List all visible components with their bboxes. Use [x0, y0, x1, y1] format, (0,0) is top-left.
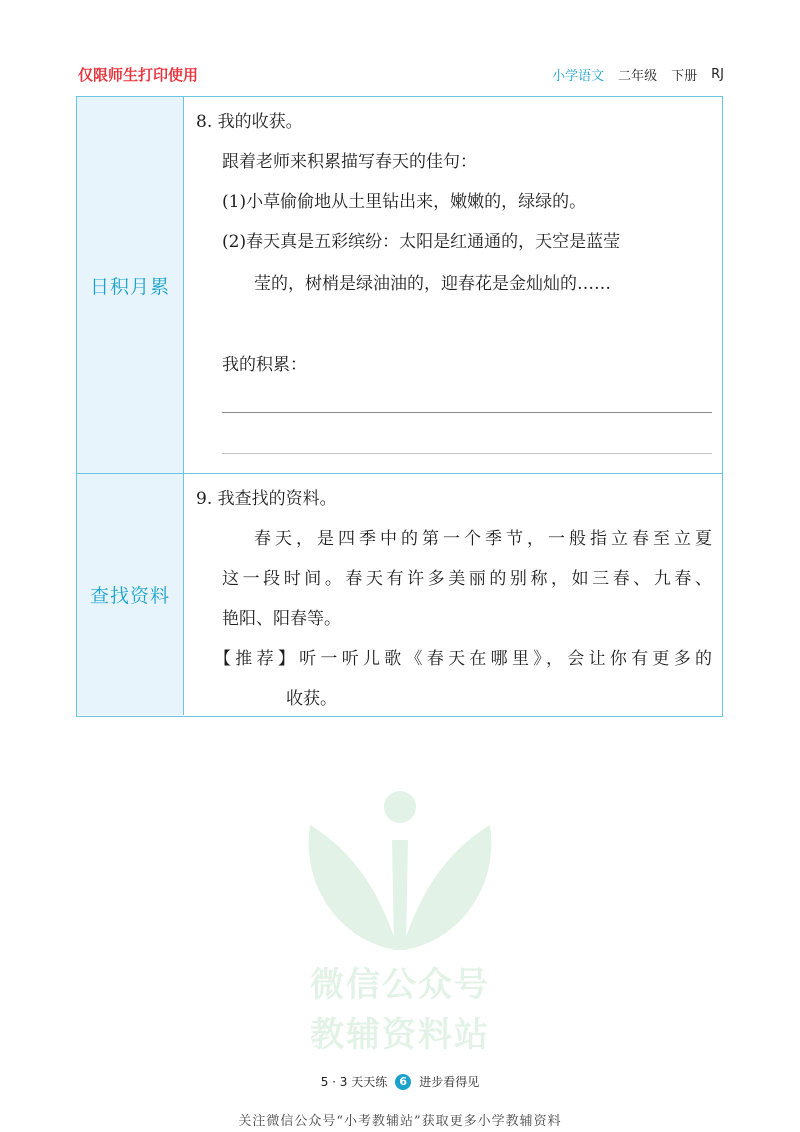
accumulation-prompt: 我的积累： — [222, 355, 307, 375]
sentence-1: (1)小草偷偷地从土里钻出来，嫩嫩的，绿绿的。 — [222, 192, 587, 212]
watermark — [290, 785, 510, 1055]
watermark-line-2: 教辅资料站 — [310, 1015, 490, 1055]
section-content — [184, 474, 722, 715]
exercise-table — [76, 96, 723, 717]
book-info — [552, 65, 724, 84]
print-notice: 仅限师生打印使用 — [78, 66, 199, 84]
question-title: 9. 我查找的资料。 — [196, 489, 337, 509]
edition: RJ — [711, 67, 724, 82]
section-daily-accumulation — [77, 97, 722, 474]
watermark-line-1: 微信公众号 — [310, 965, 490, 1005]
page-number: 6 — [395, 1074, 411, 1090]
series-name: 5 · 3 天天练 — [320, 1075, 388, 1089]
paragraph-line-3: 艳阳、阳春等。 — [222, 609, 341, 629]
paragraph-line-1: 春天，是四季中的第一个季节，一般指立春至立夏 — [254, 529, 712, 549]
section-find-information — [77, 474, 722, 715]
leaf-logo-icon — [290, 785, 510, 965]
recommend-line-2: 收获。 — [286, 689, 337, 709]
bottom-note: 关注微信公众号“小考教辅站”获取更多小学教辅资料 — [238, 1114, 562, 1129]
section-label: 查找资料 — [77, 474, 184, 715]
page-footer — [0, 1073, 800, 1090]
section-content — [184, 97, 722, 473]
question-title: 8. 我的收获。 — [196, 112, 303, 132]
subject: 小学语文 — [552, 69, 605, 84]
recommend-line-1: 【推荐】听一听儿歌《春天在哪里》，会让你有更多的 — [214, 649, 712, 669]
sentence-2: (2)春天真是五彩缤纷：太阳是红通通的，天空是蓝莹 — [222, 232, 621, 252]
slogan: 进步看得见 — [419, 1075, 480, 1089]
answer-line-2[interactable] — [222, 453, 712, 454]
grade: 二年级 — [618, 69, 658, 84]
section-label: 日积月累 — [77, 97, 184, 473]
sentence-2-cont: 莹的，树梢是绿油油的，迎春花是金灿灿的…… — [254, 274, 611, 294]
intro-text: 跟着老师来积累描写春天的佳句： — [222, 152, 477, 172]
answer-line-1[interactable] — [222, 412, 712, 413]
volume: 下册 — [671, 69, 698, 84]
paragraph-line-2: 这一段时间。春天有许多美丽的别称，如三春、九春、 — [222, 569, 712, 589]
